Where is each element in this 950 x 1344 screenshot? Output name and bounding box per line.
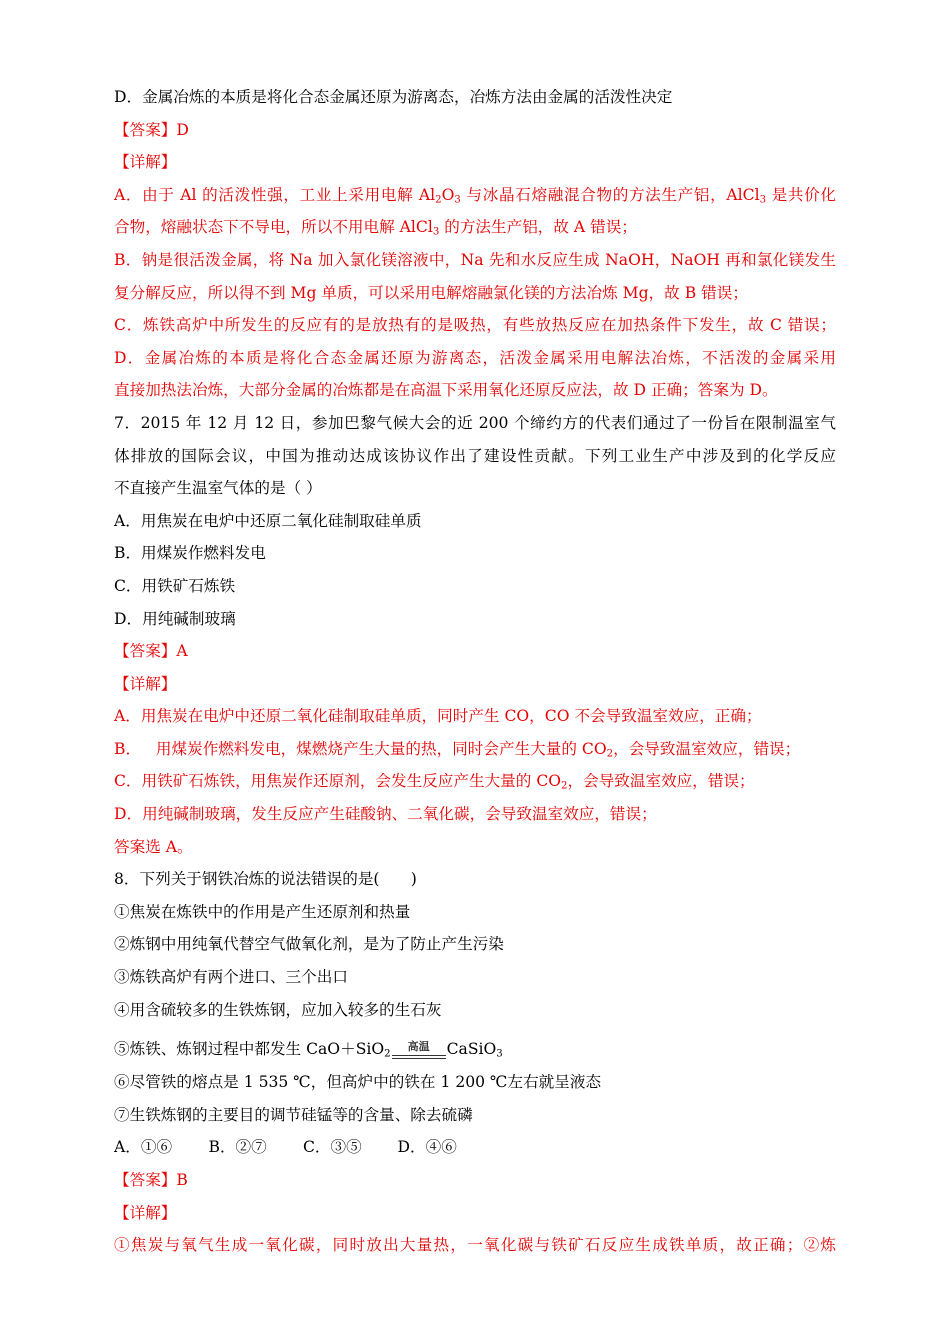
q8-statement-3: ③炼铁高炉有两个进口、三个出口: [114, 968, 348, 987]
text-run: 与冰晶石熔融混合物的方法生产铝，AlCl: [460, 185, 760, 204]
q8-statement-6: ⑥尽管铁的熔点是 1 535 ℃，但高炉中的铁在 1 200 ℃左右就呈液态: [114, 1073, 602, 1092]
q8-choice-d: D．④⑥: [397, 1138, 457, 1157]
q8-statement-5: [114, 1026, 836, 1066]
q8-explain-label: 【详解】: [114, 1203, 177, 1222]
q6-answer: 【答案】D: [114, 120, 189, 139]
q7-explain-b: [114, 733, 836, 766]
text-run: C．用铁矿石炼铁，用焦炭作还原剂，会发生反应产生大量的 CO: [114, 772, 562, 791]
q8-choice-c: C．③⑤: [303, 1138, 362, 1157]
q8-stem: 8．下列关于钢铁冶炼的说法错误的是( ): [114, 870, 417, 889]
subscript: 2: [384, 1048, 391, 1060]
q8-statement-7: ⑦生铁炼钢的主要目的调节硅锰等的含量、除去硫磷: [114, 1105, 473, 1124]
reaction-condition-label: 高温: [407, 1039, 430, 1053]
subscript: 3: [432, 226, 440, 238]
q7-option-d: D．用纯碱制玻璃: [114, 609, 236, 628]
text-run: ⑤炼铁、炼钢过程中都发生 CaO＋SiO: [114, 1040, 385, 1059]
q7-explain-label: 【详解】: [114, 674, 177, 693]
subscript: 3: [496, 1048, 503, 1060]
text-run: B． 用煤炭作燃料发电，煤燃烧产生大量的热，同时会产生大量的 CO: [114, 739, 607, 758]
text-run: 是共价化: [766, 185, 836, 204]
q6-explain-b-line1: B．钠是很活泼金属，将 Na 加入氯化镁溶液中，Na 先和水反应生成 NaOH，NaOH 再和氯化镁发生: [114, 250, 836, 269]
q6-explain-d-line2: 直接加热法冶炼，大部分金属的冶炼都是在高温下采用氧化还原反应法，故 D 正确；答案为 D。: [114, 381, 778, 400]
subscript: 3: [454, 194, 461, 206]
q8-explain-line1: ①焦炭与氧气生成一氧化碳，同时放出大量热，一氧化碳与铁矿石反应生成铁单质，故正确；②炼: [114, 1236, 836, 1255]
document-page: [114, 81, 836, 1262]
subscript: 2: [606, 748, 614, 760]
q7-stem-line1: 7．2015 年 12 月 12 日，参加巴黎气候大会的近 200 个缔约方的代表们通过了一份旨在限制温室气: [114, 413, 836, 432]
q8-choice-b: B．②⑦: [208, 1138, 267, 1157]
q7-answer: 【答案】A: [114, 642, 188, 661]
text-run: A．由于 Al 的活泼性强，工业上采用电解 Al: [114, 185, 436, 204]
q8-answer: 【答案】B: [114, 1171, 188, 1189]
q6-explain-b-line2: 复分解反应，所以得不到 Mg 单质，可以采用电解熔融氯化镁的方法冶炼 Mg，故 B 错误；: [114, 283, 748, 302]
q8-statement-2: ②炼钢中用纯氧代替空气做氧化剂，是为了防止产生污染: [114, 935, 504, 954]
q8-statement-4: ④用含硫较多的生铁炼钢，应加入较多的生石灰: [114, 1000, 442, 1019]
text-run: ，会导致温室效应，错误；: [567, 772, 755, 791]
q6-option-d: D．金属冶炼的本质是将化合态金属还原为游离态，冶炼方法由金属的活泼性决定: [114, 88, 673, 106]
subscript: 3: [759, 194, 767, 206]
q7-option-a: A．用焦炭在电炉中还原二氧化硅制取硅单质: [114, 511, 422, 530]
q6-explain-label: 【详解】: [114, 153, 177, 172]
text-run: 合物，熔融状态下不导电，所以不用电解 AlCl: [114, 218, 433, 237]
q7-explain-a: A．用焦炭在电炉中还原二氧化硅制取硅单质，同时产生 CO，CO 不会导致温室效应，正确；: [114, 707, 762, 726]
q6-explain-a-line2: [114, 211, 836, 244]
q7-explain-c: [114, 765, 836, 798]
reaction-condition-arrow: [392, 1041, 446, 1059]
subscript: 2: [435, 194, 442, 206]
text-run: ，会导致温室效应，错误；: [613, 739, 801, 758]
q6-explain-d-line1: D．金属冶炼的本质是将化合态金属还原为游离态，活泼金属采用电解法冶炼，不活泼的金属采用: [114, 348, 836, 367]
q6-explain-a-line1: [114, 179, 836, 212]
q8-choices: [114, 1131, 836, 1164]
text-run: O: [441, 185, 455, 204]
q8-choice-a: A．①⑥: [114, 1138, 173, 1157]
text-run: 的方法生产铝，故 A 错误；: [439, 218, 637, 237]
q7-option-b: B．用煤炭作燃料发电: [114, 544, 266, 563]
q8-statement-1: ①焦炭在炼铁中的作用是产生还原剂和热量: [114, 902, 411, 921]
subscript: 2: [561, 781, 568, 792]
q7-stem-line2: 体排放的国际会议，中国为推动达成该协议作出了建设性贡献。下列工业生产中涉及到的化学反应: [114, 446, 836, 465]
q7-conclusion: 答案选 A。: [114, 837, 193, 856]
q7-option-c: C．用铁矿石炼铁: [114, 576, 236, 595]
q7-explain-d: D．用纯碱制玻璃，发生反应产生硅酸钠、二氧化碳，会导致温室效应，错误；: [114, 805, 657, 824]
text-run: CaSiO: [446, 1040, 497, 1059]
q6-explain-c-line1: C．炼铁高炉中所发生的反应有的是放热有的是吸热，有些放热反应在加热条件下发生，故 C 错误；: [114, 316, 836, 335]
q7-stem-line3: 不直接产生温室气体的是（ ）: [114, 479, 322, 498]
